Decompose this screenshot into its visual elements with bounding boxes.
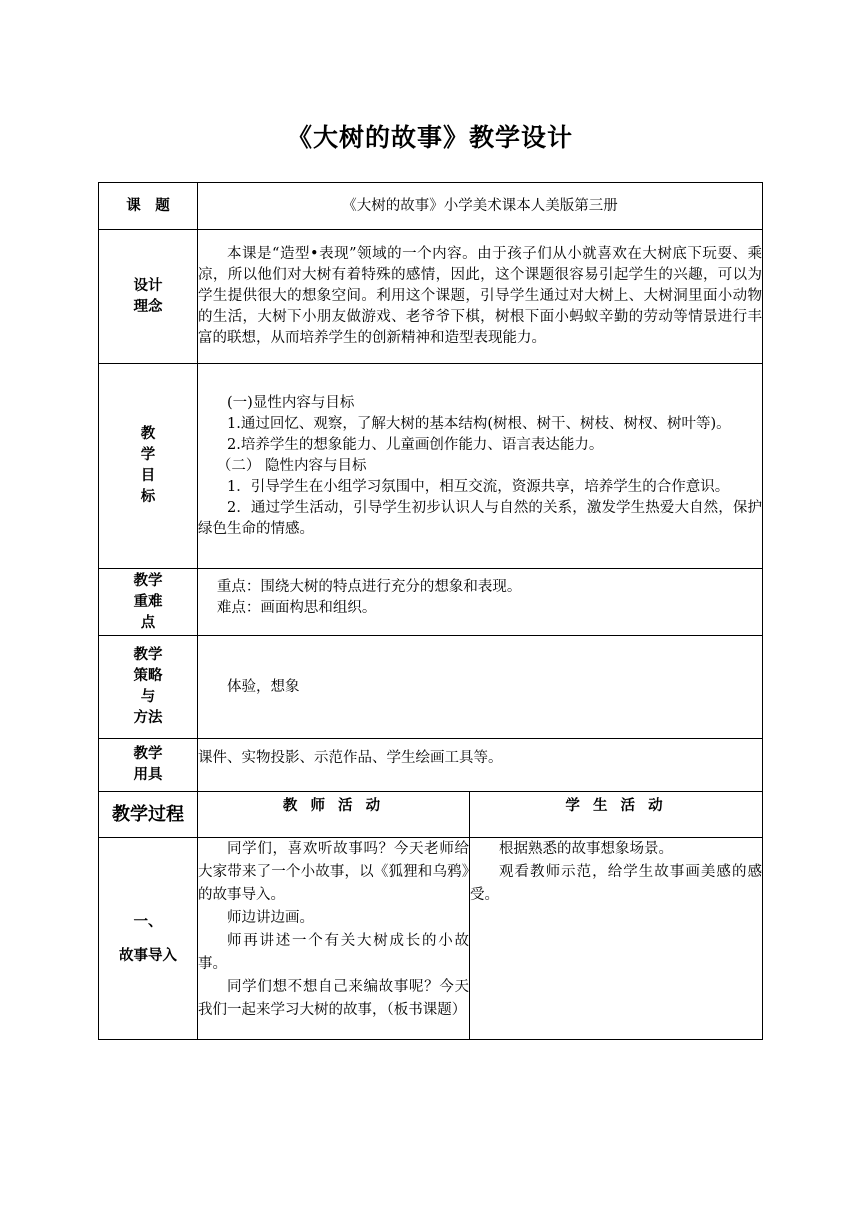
teacher-line: 师再讲述一个有关大树成长的小故事。 [198, 933, 469, 972]
tools-cell [198, 739, 763, 792]
concept-cell [198, 230, 763, 364]
row-process-header [99, 792, 763, 838]
student-line: 根据熟悉的故事想象场景。 [499, 841, 673, 857]
process-label: 教学过程 [99, 792, 198, 838]
teacher-line: 同学们，喜欢听故事吗？今天老师给大家带来了一个小故事，以《狐狸和乌鸦》的故事导入。 [198, 841, 469, 903]
teacher-activity-header: 教 师 活 动 [198, 792, 470, 838]
concept-label: 设计 理念 [99, 230, 198, 364]
row-tools [99, 739, 763, 792]
row-concept [99, 230, 763, 364]
goals-line: 1．引导学生在小组学习氛围中，相互交流，资源共享，培养学生的合作意识。 [227, 478, 730, 495]
stage1-student-cell [470, 838, 763, 1040]
goals-line: （二） 隐性内容与目标 [216, 457, 367, 474]
keypoint-line: 难点：画面构思和组织。 [216, 600, 377, 616]
keypoint-line: 重点：围绕大树的特点进行充分的想象和表现。 [216, 579, 522, 595]
goals-line: 2．通过学生活动，引导学生初步认识人与自然的关系，激发学生热爱大自然，保护绿色生命的情感。 [198, 499, 762, 537]
strategy-cell [198, 636, 763, 739]
goals-line: 1.通过回忆、观察，了解大树的基本结构(树根、树干、树枝、树杈、树叶等)。 [227, 415, 731, 432]
keypoints-cell [198, 569, 763, 636]
strategy-text: 体验，想象 [227, 678, 300, 695]
lesson-plan-table [98, 182, 763, 1040]
tools-label: 教学 用具 [99, 739, 198, 792]
teacher-line: 同学们想不想自己来编故事呢？今天我们一起来学习大树的故事，（板书课题） [198, 979, 469, 1018]
topic-value: 《大树的故事》小学美术课本人美版第三册 [198, 183, 763, 230]
stage1-label: 一、 故事导入 [99, 838, 198, 1040]
student-activity-header: 学 生 活 动 [470, 792, 763, 838]
keypoints-label: 教学 重难 点 [99, 569, 198, 636]
document-title: 《大树的故事》教学设计 [286, 123, 573, 152]
goals-label: 教 学 目 标 [99, 364, 198, 569]
goals-cell [198, 364, 763, 569]
row-goals [99, 364, 763, 569]
row-stage1 [99, 838, 763, 1040]
row-topic [99, 183, 763, 230]
goals-line: (一)显性内容与目标 [227, 394, 355, 411]
topic-label: 课 题 [99, 183, 198, 230]
goals-line: 2.培养学生的想象能力、儿童画创作能力、语言表达能力。 [227, 436, 604, 453]
tools-text: 课件、实物投影、示范作品、学生绘画工具等。 [198, 750, 503, 766]
strategy-label: 教学 策略 与 方法 [99, 636, 198, 739]
student-line: 观看教师示范，给学生故事画美感的感受。 [470, 864, 762, 903]
row-keypoints [99, 569, 763, 636]
row-strategy [99, 636, 763, 739]
concept-text: 本课是“造型•表现”领域的一个内容。由于孩子们从小就喜欢在大树底下玩耍、乘凉，所以他们对大树有着特殊的感情，因此，这个课题很容易引起学生的兴趣，可以为学生提供很大的想象空间。利用这个课题，引导学生通过对大树上、大树洞里面小动物的生活，大树下小朋友做游戏、老爷爷下棋，树根下面小蚂蚁辛勤的劳动等情景进行丰富的联想，从而培养学生的创新精神和造型表现能力。 [198, 246, 762, 346]
stage1-teacher-cell [198, 838, 470, 1040]
teacher-line: 师边讲边画。 [227, 910, 314, 926]
